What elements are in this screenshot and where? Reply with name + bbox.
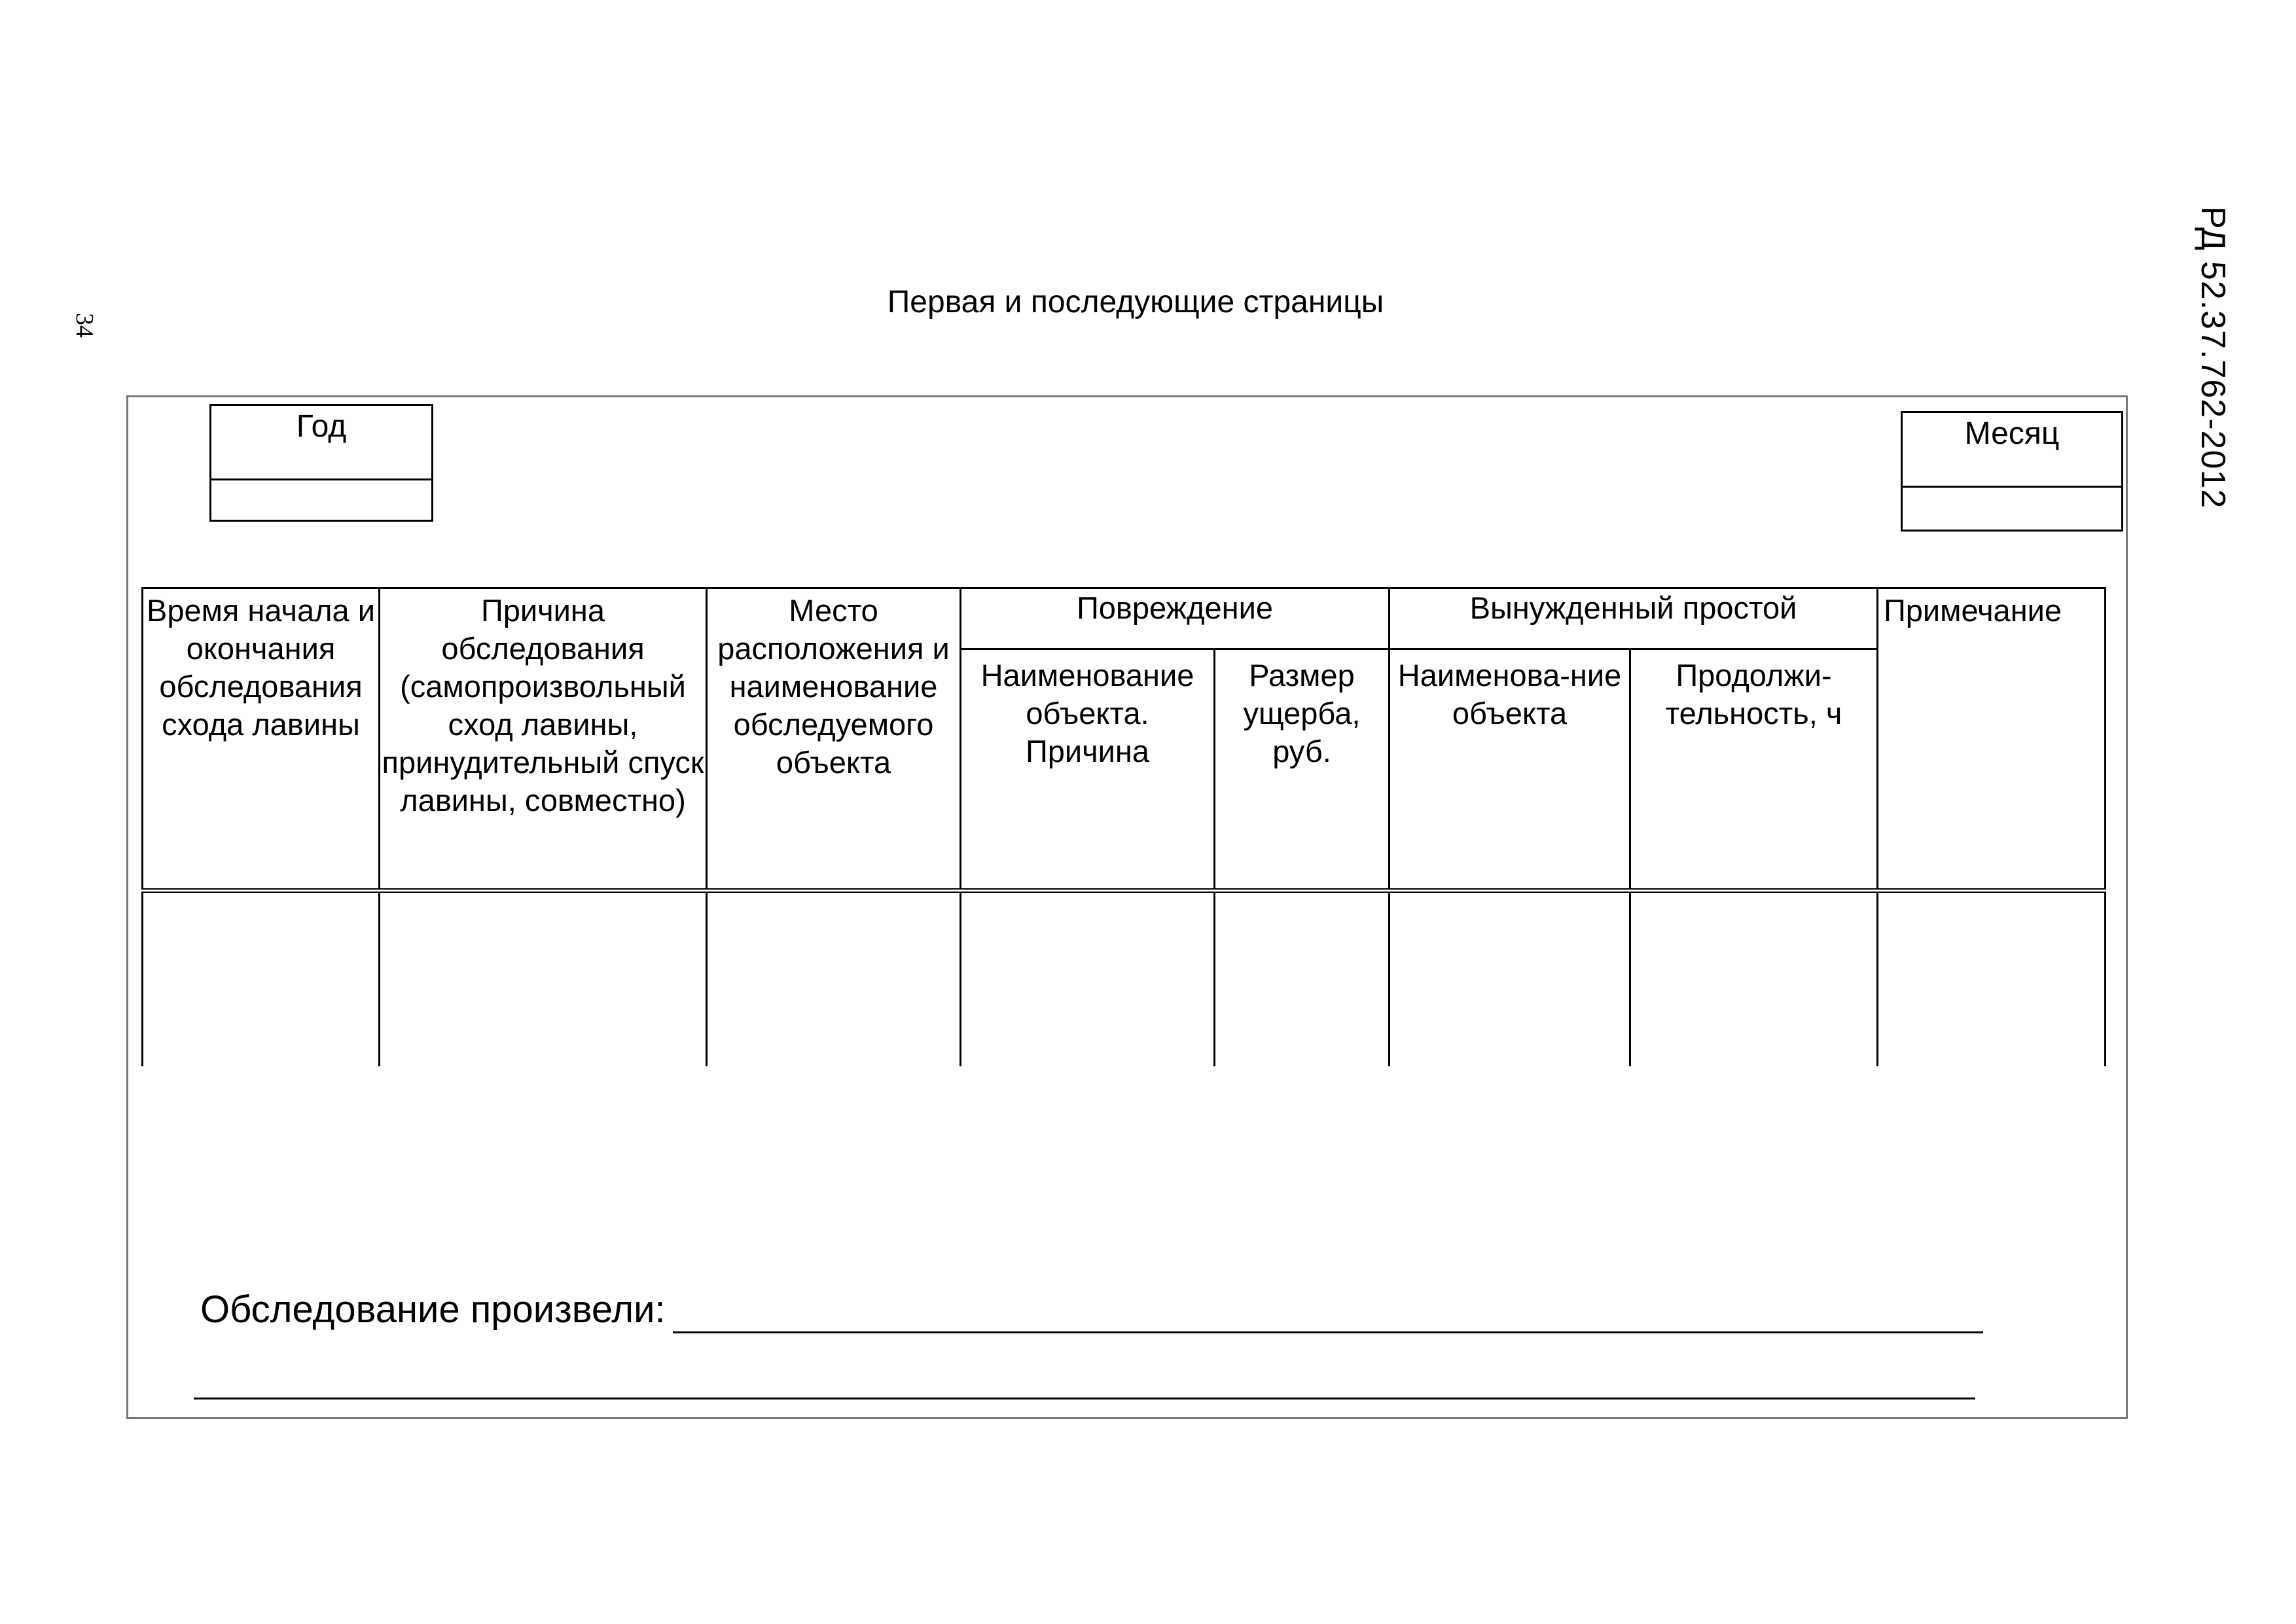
signature-label: Обследование произвели: [200, 1288, 666, 1331]
year-label: Год [211, 406, 431, 480]
col-header-downtime-object: Наименова-ние объекта [1390, 649, 1630, 891]
document-code: РД 52.37.762-2012 [2194, 206, 2232, 509]
table-cell[interactable] [707, 891, 961, 1066]
signature-line[interactable] [673, 1331, 1983, 1333]
col-header-note: Примечание [1878, 588, 2106, 891]
table-cell[interactable] [1215, 891, 1390, 1066]
col-header-reason: Причина обследования (самопроизвольный сход лавины, принудительный спуск лавины, совместно) [380, 588, 707, 891]
month-box [1901, 411, 2123, 532]
col-header-damage-group: Повреждение [961, 588, 1390, 649]
table-cell[interactable] [1630, 891, 1878, 1066]
table-row [143, 891, 2106, 1066]
table-cell[interactable] [143, 891, 380, 1066]
table-cell[interactable] [1878, 891, 2106, 1066]
col-header-place: Место расположения и наименование обследуемого объекта [707, 588, 961, 891]
survey-table [141, 587, 2106, 1066]
table-cell[interactable] [961, 891, 1215, 1066]
table-cell[interactable] [1390, 891, 1630, 1066]
year-box [209, 404, 433, 522]
year-value-field[interactable] [211, 480, 431, 520]
month-value-field[interactable] [1903, 488, 2121, 527]
col-header-damage-object: Наименование объекта. Причина [961, 649, 1215, 891]
page-heading: Первая и последующие страницы [887, 285, 1384, 319]
table-cell[interactable] [380, 891, 707, 1066]
col-header-downtime-group: Вынужденный простой [1390, 588, 1878, 649]
col-header-damage-size: Размер ущерба, руб. [1215, 649, 1390, 891]
signature-line-continuation[interactable] [194, 1398, 1975, 1399]
page-number: 34 [71, 313, 98, 338]
month-label: Месяц [1903, 413, 2121, 488]
col-header-downtime-duration: Продолжи-тельность, ч [1630, 649, 1878, 891]
col-header-time: Время начала и окончания обследования схода лавины [143, 588, 380, 891]
